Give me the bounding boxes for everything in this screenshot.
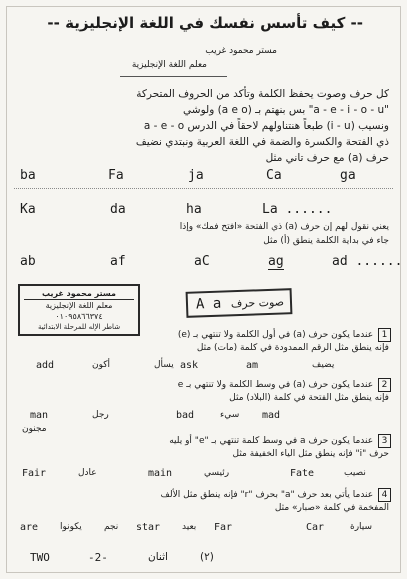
rule-number: 1 <box>378 328 391 342</box>
syllable: ba <box>20 168 36 183</box>
example-word: main <box>148 468 173 479</box>
teacher-subject: معلم اللغة الإنجليزية <box>131 60 207 70</box>
example-word: am <box>246 360 259 371</box>
example-word: mad <box>262 410 281 421</box>
rule-3-line-1 <box>169 434 391 448</box>
example-meaning: يضيف <box>312 360 335 370</box>
rule-2-line-2: فإنه ينطق مثل الفتحة في كلمة (البلاد) مثل <box>229 393 389 403</box>
syllable: Fa <box>108 168 124 183</box>
footer-page-number: -2- <box>88 551 108 564</box>
intro-line-5: حرف (a) مع حرف تاني مثل <box>265 152 389 164</box>
sound-box-letters: A a <box>195 295 222 313</box>
example-meaning: سيء <box>220 410 240 420</box>
example-word: man <box>30 410 49 421</box>
rule-2-line-1 <box>178 378 391 392</box>
teacher-stamp <box>18 284 140 336</box>
example-meaning: رئيسي <box>204 468 230 478</box>
intro-line-1: كل حرف وصوت يحفظ الكلمة وتأكد من الحروف المتحركة <box>136 88 389 100</box>
example-meaning: يكونوا <box>60 522 82 532</box>
rule-number: 2 <box>378 378 391 392</box>
example-word: add <box>36 360 55 371</box>
rule-text: عندما يأتي بعد حرف "a" بحرف "r" فإنه ينطق مثل الألف <box>160 490 374 500</box>
example-word: Car <box>306 522 325 533</box>
intro-line-2: "a - e - i - o - u" بس بنهتم بـ (a e o) ولوشي <box>183 104 389 116</box>
rule-4-line-2: المفخمة في كلمة «صبار» مثل <box>274 503 389 513</box>
rule-number: 4 <box>378 488 391 502</box>
stamp-line-4: شاطر الإله للمرحلة الابتدائية <box>37 323 121 331</box>
example-word: star <box>136 522 161 533</box>
page-title: -- كيف تأسس نفسك في اللغة الإنجليزية -- <box>47 14 363 32</box>
example-meaning: نصيب <box>344 468 366 478</box>
example-word: Far <box>214 522 233 533</box>
note-line-2: جاء في بداية الكلمة ينطق (أ) مثل <box>263 236 389 246</box>
rule-text: عندما يكون حرف a في وسط كلمة تنتهي بـ "e" أو يليه <box>169 436 374 446</box>
footer-day-en: TWO <box>30 551 50 564</box>
example-meaning: أكون <box>92 360 111 370</box>
example-meaning: نجم <box>104 522 119 532</box>
note-line-1: يعني نقول لهم إن حرف (a) ذي الفتحة «افتح فمك» وإذا <box>179 222 389 232</box>
example-word: are <box>20 522 39 533</box>
syllable: Ka <box>20 202 36 217</box>
footer-page-paren: (٢) <box>200 551 214 563</box>
rule-1-line-1 <box>178 328 391 342</box>
word: af <box>110 254 126 269</box>
intro-line-4: ذي الفتحة والكسرة والضمة في اللغة العربية ونبتدي نضيف <box>135 136 389 148</box>
example-meaning: رجل <box>92 410 109 420</box>
example-meaning: مجنون <box>22 424 47 434</box>
stamp-line-2: معلم اللغة الإنجليزية <box>24 299 134 311</box>
example-meaning: سيارة <box>350 522 373 532</box>
sound-box-label: صوت حرف <box>230 295 285 311</box>
word: ad ...... <box>332 254 403 269</box>
example-word: ask <box>180 360 199 371</box>
syllable: Ca <box>266 168 282 183</box>
syllable: ja <box>188 168 204 183</box>
word: ab <box>20 254 36 269</box>
teacher-name: مستر محمود غريب <box>205 46 277 56</box>
rule-4-line-1 <box>161 488 391 502</box>
rule-1-line-2: فإنه ينطق مثل الرقم الممدودة في كلمة (مات) مثل <box>196 343 389 353</box>
footer-day-ar: اثنان <box>148 551 168 563</box>
rule-3-line-2: حرف "i" فإنه ينطق مثل الياء الخفيفة مثل <box>232 449 389 459</box>
syllable: La ...... <box>262 202 333 217</box>
stamp-line-1: مستر محمود غريب <box>41 289 117 298</box>
example-word: bad <box>176 410 195 421</box>
syllable: ha <box>186 202 202 217</box>
rule-number: 3 <box>378 434 391 448</box>
example-word: Fate <box>290 468 315 479</box>
word: ag <box>268 254 284 269</box>
example-meaning: بعيد <box>182 522 197 532</box>
example-meaning: يسأل <box>154 360 174 370</box>
syllable: ga <box>340 168 356 183</box>
example-meaning: عادل <box>78 468 97 478</box>
header-underline <box>120 76 227 77</box>
rule-text: عندما يكون حرف (a) في أول الكلمة ولا تنتهي بـ (e) <box>177 330 374 340</box>
example-word: Fair <box>22 468 47 479</box>
rule-text: عندما يكون حرف (a) في وسط الكلمة ولا تنتهي بـ e <box>177 380 374 390</box>
intro-line-3: ونسيب (i - u) طبعاً هنتناولهم لاحقاً في الدرس a - e - o <box>143 120 389 132</box>
stamp-line-3: ٠١٠٩٥٨٦٦٣٧٤ <box>55 312 103 321</box>
syllable: da <box>110 202 126 217</box>
sound-box <box>186 288 293 318</box>
word: aC <box>194 254 210 269</box>
divider <box>14 188 393 189</box>
